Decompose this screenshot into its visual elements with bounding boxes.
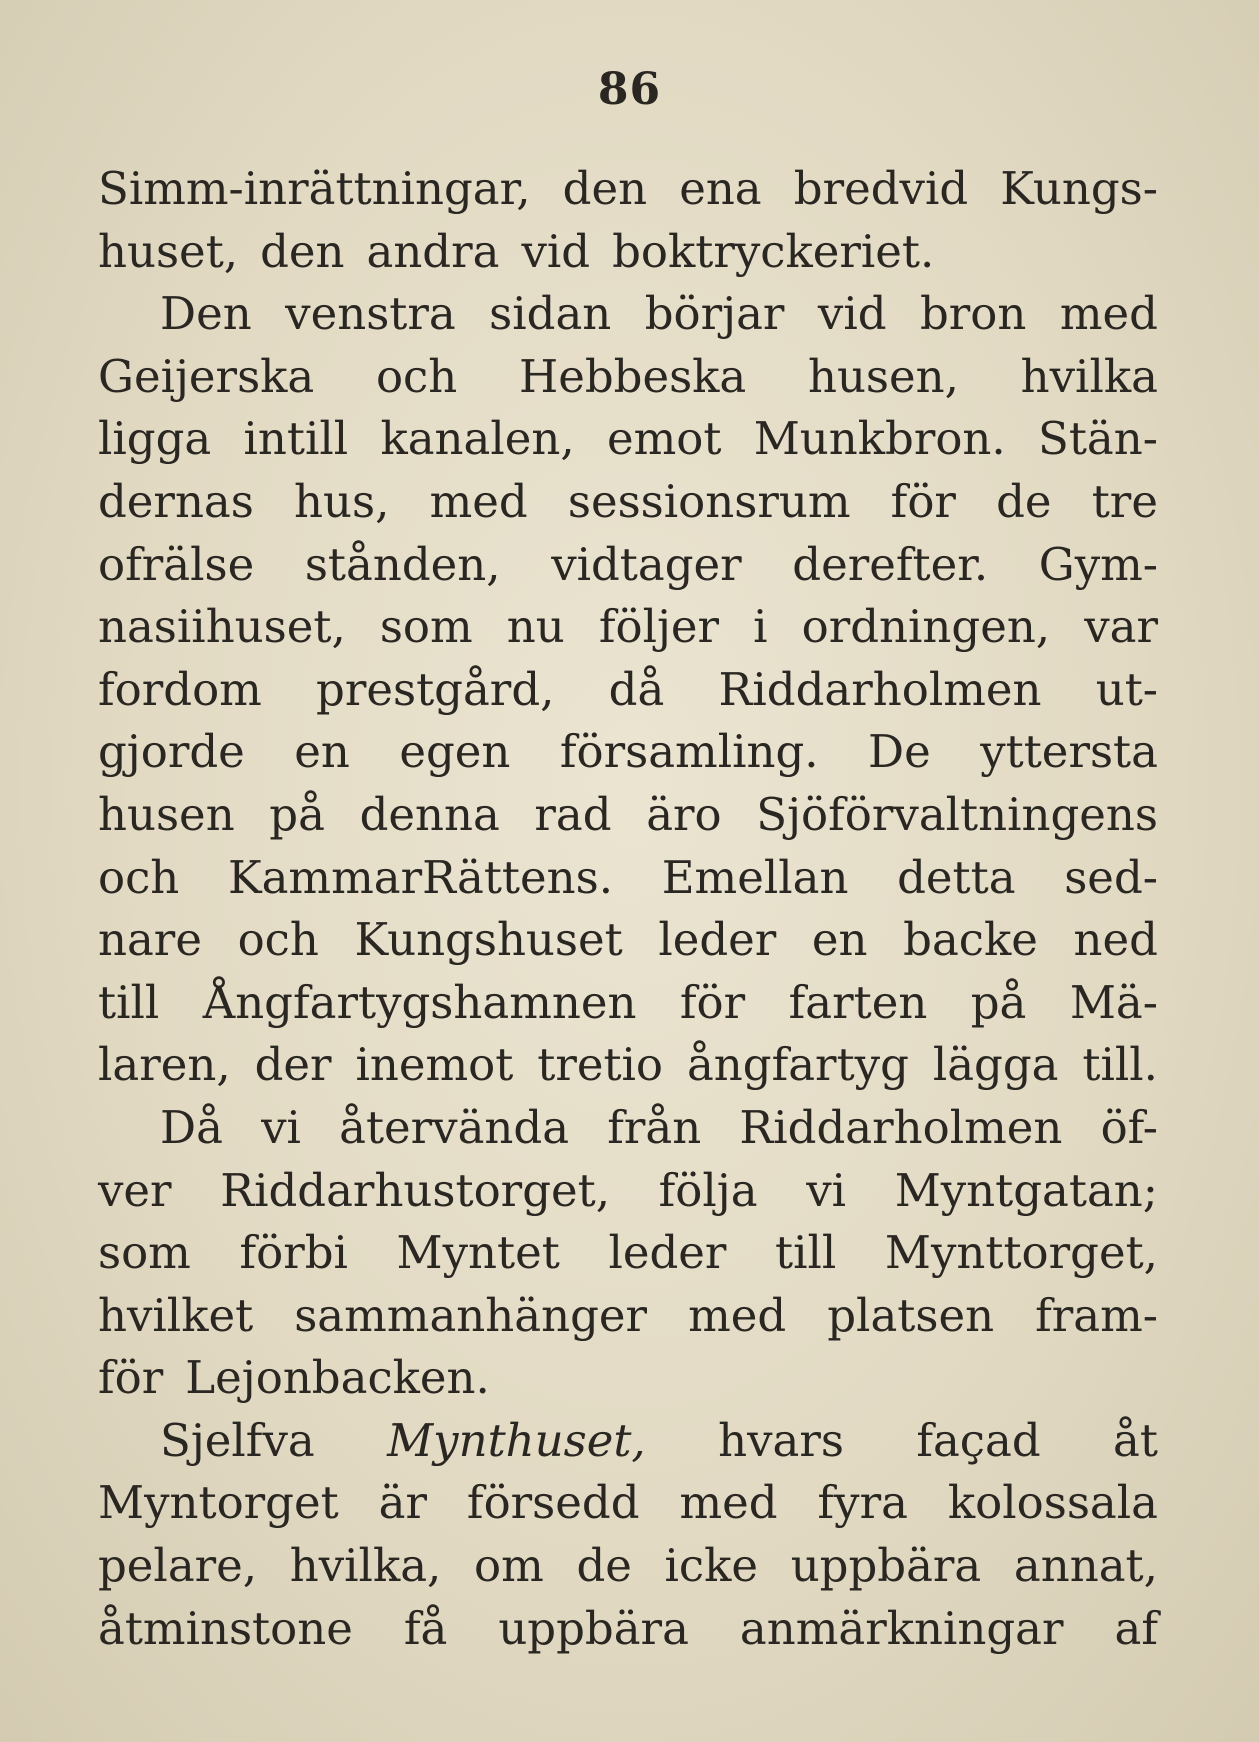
text-line [98, 1222, 1158, 1285]
word: få [403, 1601, 448, 1655]
word: KammarRättens. [227, 850, 614, 904]
word: för [98, 1351, 164, 1405]
word: nu [506, 600, 565, 654]
word: Ångfartygshamnen [202, 975, 637, 1029]
text-line [98, 283, 1158, 346]
word: Myntgatan; [894, 1163, 1158, 1217]
word: följer [598, 600, 720, 654]
word: för [679, 975, 746, 1029]
word: tretio [537, 1038, 664, 1092]
body-text [98, 158, 1158, 1660]
word: sammanhänger [294, 1288, 648, 1342]
word: försedd [466, 1476, 640, 1530]
word: hvars [718, 1413, 844, 1467]
word: åt [1113, 1413, 1158, 1467]
word: vid [521, 224, 591, 278]
word: laren, [98, 1038, 231, 1092]
word: och [98, 850, 180, 904]
text-line [98, 158, 1158, 221]
word: och [237, 913, 319, 967]
word: på [269, 787, 325, 841]
word: den [260, 224, 345, 278]
word: hvilka [1020, 349, 1158, 403]
word: ver [98, 1163, 172, 1217]
word: husen [98, 787, 235, 841]
word: till [775, 1226, 837, 1280]
word: Stän- [1038, 412, 1158, 466]
word: icke [664, 1539, 759, 1593]
word: Kungshuset [354, 913, 623, 967]
word: med [688, 1288, 787, 1342]
text-line [98, 1598, 1158, 1661]
word: om [474, 1539, 544, 1593]
word: återvända [339, 1100, 570, 1154]
word: Mynthuset, [387, 1413, 646, 1467]
word: från [607, 1100, 702, 1154]
text-line [98, 1535, 1158, 1598]
word: hvilket [98, 1288, 254, 1342]
word: Riddarholmen [718, 662, 1042, 716]
word: och [375, 349, 458, 403]
word: Riddarholmen [739, 1100, 1063, 1154]
word: Då [160, 1100, 223, 1154]
text-line [98, 408, 1158, 471]
word: uppbära [498, 1601, 689, 1655]
word: backe [903, 913, 1038, 967]
text-line [98, 721, 1158, 784]
word: Sjöförvaltningens [756, 787, 1158, 841]
word: annat, [1013, 1539, 1158, 1593]
word: façad [916, 1413, 1041, 1467]
word: för [890, 474, 956, 528]
text-line [98, 346, 1158, 409]
word: Emellan [661, 850, 849, 904]
word: Hebbeska [518, 349, 747, 403]
word: följa [658, 1163, 758, 1217]
word: äro [646, 787, 722, 841]
word: leder [608, 1226, 727, 1280]
word: då [608, 662, 665, 716]
word: börjar [644, 287, 785, 341]
word: Myntet [396, 1226, 560, 1280]
word: församling. [559, 725, 819, 779]
word: som [98, 1226, 191, 1280]
word: uppbära [790, 1539, 982, 1593]
word: bredvid [793, 162, 969, 215]
word: husen, [807, 349, 959, 403]
word: platsen [827, 1288, 995, 1342]
word: gjorde [98, 725, 245, 779]
word: åtminstone [98, 1601, 353, 1655]
word: en [294, 725, 350, 779]
word: af [1114, 1601, 1158, 1655]
word: Mynttorget, [884, 1226, 1158, 1280]
word: Den [160, 287, 252, 341]
word: derefter. [792, 537, 989, 591]
text-line [98, 221, 1158, 284]
word: ena [679, 162, 762, 215]
word: venstra [285, 287, 456, 341]
word: med [679, 1476, 778, 1530]
word: vidtager [551, 537, 742, 591]
word: ofrälse [98, 537, 255, 591]
word: farten [788, 975, 928, 1029]
word: är [378, 1476, 427, 1530]
word: till [98, 975, 160, 1029]
text-line [98, 847, 1158, 910]
text-line [98, 1347, 1158, 1410]
word: de [576, 1539, 632, 1593]
word: nasiihuset, [98, 600, 346, 654]
word: inemot [355, 1038, 514, 1092]
word: De [868, 725, 931, 779]
word: ned [1073, 913, 1158, 967]
text-line [98, 1285, 1158, 1348]
text-line [98, 596, 1158, 659]
word: pelare, [98, 1539, 258, 1593]
word: stånden, [304, 537, 501, 591]
text-line [98, 1097, 1158, 1160]
word: egen [399, 725, 511, 779]
word: den [562, 162, 648, 215]
word: förbi [239, 1226, 348, 1280]
word: Gym- [1038, 537, 1158, 591]
text-line [98, 471, 1158, 534]
word: var [1084, 600, 1158, 654]
word: Mä- [1069, 975, 1158, 1029]
word: hvilka, [289, 1539, 442, 1593]
word: rad [534, 787, 612, 841]
word: de [996, 474, 1052, 528]
text-line [98, 1034, 1158, 1097]
word: till. [1082, 1038, 1158, 1092]
word: som [379, 600, 473, 654]
text-line [98, 534, 1158, 597]
word: intill [243, 412, 349, 466]
word: vi [261, 1100, 301, 1154]
word: boktryckeriet. [612, 224, 935, 278]
word: fordom [98, 662, 262, 716]
word: kolossala [947, 1476, 1158, 1530]
word: huset, [98, 224, 239, 278]
word: lägga [932, 1038, 1059, 1092]
word: ligga [98, 412, 212, 466]
text-line [98, 659, 1158, 722]
text-line [98, 1472, 1158, 1535]
word: Sjelfva [160, 1413, 315, 1467]
word: hus, [294, 474, 390, 528]
word: i [753, 600, 768, 654]
text-line [98, 1160, 1158, 1223]
word: Munkbron. [753, 412, 1006, 466]
word: ångfartyg [686, 1038, 909, 1092]
word: med [429, 474, 528, 528]
word: nare [98, 913, 202, 967]
word: en [811, 913, 868, 967]
word: vid [817, 287, 887, 341]
word: Lejonbacken. [185, 1351, 490, 1405]
word: dernas [98, 474, 254, 528]
word: ordningen, [801, 600, 1051, 654]
word: Geijerska [98, 349, 315, 403]
word: vi [806, 1163, 847, 1217]
word: bron [919, 287, 1027, 341]
text-line [98, 909, 1158, 972]
word: sidan [489, 287, 612, 341]
word: tre [1091, 474, 1158, 528]
word: fyra [817, 1476, 908, 1530]
text-line [98, 1410, 1158, 1473]
word: på [970, 975, 1027, 1029]
word: denna [359, 787, 500, 841]
word: detta [897, 850, 1016, 904]
word: Myntorget [98, 1476, 339, 1530]
text-line [98, 784, 1158, 847]
word: der [254, 1038, 332, 1092]
word: prestgård, [316, 662, 555, 716]
word: kanalen, [380, 412, 575, 466]
word: fram- [1035, 1288, 1158, 1342]
word: anmärkningar [739, 1601, 1064, 1655]
word: sessionsrum [567, 474, 851, 528]
page-number: 86 [597, 64, 662, 115]
word: Riddarhustorget, [220, 1163, 611, 1217]
word: leder [658, 913, 777, 967]
word: emot [606, 412, 722, 466]
word: ut- [1095, 662, 1158, 716]
word: andra [366, 224, 500, 278]
word: Kungs- [1000, 162, 1158, 215]
word: yttersta [980, 725, 1158, 779]
word: sed- [1064, 850, 1158, 904]
word: med [1059, 287, 1158, 341]
word: öf- [1100, 1100, 1158, 1154]
text-line [98, 972, 1158, 1035]
word: Simm-inrättningar, [98, 162, 531, 215]
